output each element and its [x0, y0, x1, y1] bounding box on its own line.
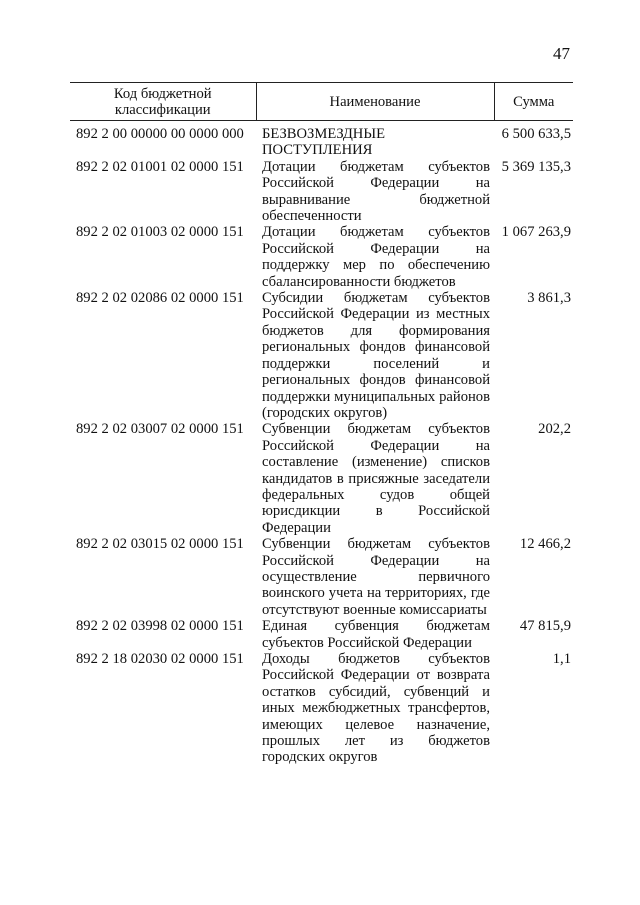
header-code: Код бюджетной классификации	[70, 83, 256, 121]
table-row	[70, 290, 573, 421]
name-cell: Дотации бюджетам субъектов Российской Федерации на выравнивание бюджетной обеспеченности	[262, 158, 490, 225]
header-sum: Сумма	[494, 83, 573, 121]
name-cell: Субвенции бюджетам субъектов Российской Федерации на осуществление первичного воинского учета на территориях, где отсутствуют военные комиссариаты	[262, 536, 490, 618]
name-cell: Субвенции бюджетам субъектов Российской Федерации на составление (изменение) списков кандидатов в присяжные заседатели федеральных судов общей юрисдикции в Российской Федерации	[262, 421, 490, 536]
table-body	[70, 121, 573, 766]
table-row	[70, 224, 573, 290]
budget-code-cell: 892 2 18 02030 02 0000 151	[76, 651, 244, 667]
sum-cell: 47 815,9	[519, 618, 571, 635]
budget-revenue-table	[70, 82, 573, 766]
table-row	[70, 651, 573, 766]
table-row	[70, 536, 573, 618]
sum-cell: 1 067 263,9	[501, 224, 571, 241]
table-row	[70, 121, 573, 159]
name-cell: Дотации бюджетам субъектов Российской Федерации на поддержку мер по обеспечению сбалансированности бюджетов	[262, 224, 490, 290]
budget-code-cell: 892 2 02 03015 02 0000 151	[76, 536, 244, 553]
budget-code-cell: 892 2 02 03007 02 0000 151	[76, 421, 244, 438]
name-cell: Субсидии бюджетам субъектов Российской Федерации из местных бюджетов для формирования региональных фондов финансовой поддержки поселений и региональных фондов финансовой поддержки муниципальных районов (городских округов)	[262, 290, 490, 421]
budget-code-cell: 892 2 00 00000 00 0000 000	[76, 126, 244, 142]
table-header	[70, 83, 573, 121]
header-name: Наименование	[256, 83, 494, 121]
budget-code-cell: 892 2 02 01003 02 0000 151	[76, 224, 244, 241]
sum-cell: 5 369 135,3	[501, 158, 571, 175]
name-cell: Доходы бюджетов субъектов Российской Федерации от возврата остатков субсидий, субвенций и иных межбюджетных трансфертов, имеющих целевое назначение, прошлых лет из бюджетов городских округов	[262, 651, 490, 766]
table-row	[70, 421, 573, 536]
name-cell: Единая субвенция бюджетам субъектов Российской Федерации	[262, 618, 490, 651]
table-row	[70, 159, 573, 225]
sum-cell: 6 500 633,5	[501, 126, 571, 142]
table-row	[70, 618, 573, 651]
sum-cell: 12 466,2	[519, 536, 571, 553]
budget-code-cell: 892 2 02 02086 02 0000 151	[76, 290, 244, 307]
page-number: 47	[553, 44, 570, 63]
sum-cell: 1,1	[552, 651, 571, 667]
name-cell: БЕЗВОЗМЕЗДНЫЕ ПОСТУПЛЕНИЯ	[262, 126, 385, 159]
budget-code-cell: 892 2 02 01001 02 0000 151	[76, 158, 244, 175]
budget-code-cell: 892 2 02 03998 02 0000 151	[76, 618, 244, 635]
sum-cell: 202,2	[538, 421, 571, 438]
sum-cell: 3 861,3	[527, 290, 571, 307]
